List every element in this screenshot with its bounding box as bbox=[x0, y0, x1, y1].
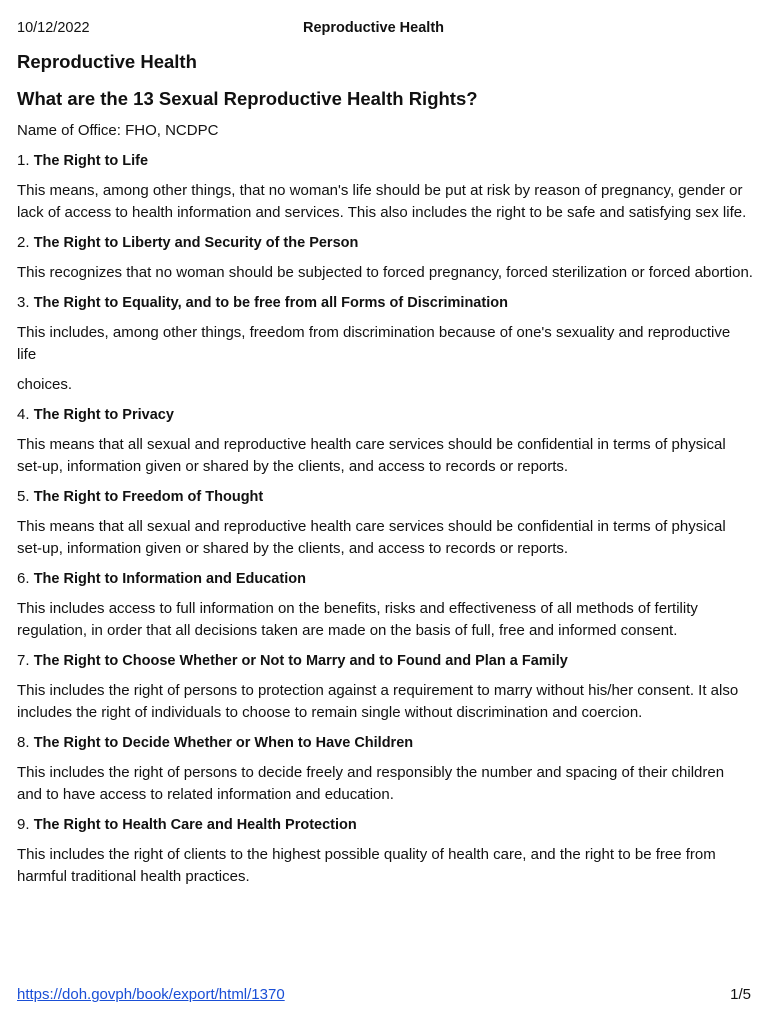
right-title: The Right to Equality, and to be free from all Forms of Discrimination bbox=[33, 295, 508, 311]
right-number: 2. bbox=[17, 234, 30, 251]
right-description: This includes the right of clients to the highest possible quality of health care, and the right to be free from harmful traditional health practices. bbox=[17, 846, 716, 885]
right-title: The Right to Health Care and Health Protection bbox=[33, 817, 357, 833]
document-content bbox=[17, 50, 753, 896]
right-title: The Right to Privacy bbox=[33, 407, 174, 423]
right-heading bbox=[17, 232, 753, 254]
right-number: 8. bbox=[17, 734, 30, 751]
right-description: This includes, among other things, freedom from discrimination because of one's sexuality and reproductive life bbox=[17, 324, 731, 363]
right-number: 5. bbox=[17, 488, 30, 505]
right-heading bbox=[17, 814, 753, 836]
right-heading bbox=[17, 292, 753, 314]
right-description: This includes access to full information on the benefits, risks and effectiveness of all methods of fertility regulation, in order that all decisions taken are made on the basis of full, free and informed consent. bbox=[17, 600, 698, 639]
document-title: Reproductive Health bbox=[17, 51, 197, 72]
right-title: The Right to Liberty and Security of the Person bbox=[33, 235, 359, 251]
office-name: Name of Office: FHO, NCDPC bbox=[17, 122, 219, 139]
right-number: 7. bbox=[17, 652, 30, 669]
right-heading bbox=[17, 568, 753, 590]
right-description: This means, among other things, that no woman's life should be put at risk by reason of pregnancy, gender or lack of access to health information and services. This also includes the right to be safe and satisfying sex life. bbox=[17, 182, 747, 221]
right-heading bbox=[17, 732, 753, 754]
right-heading bbox=[17, 486, 753, 508]
rights-list bbox=[17, 150, 753, 888]
document-question: What are the 13 Sexual Reproductive Health Rights? bbox=[17, 88, 478, 109]
page-footer bbox=[17, 986, 751, 1008]
right-title: The Right to Life bbox=[33, 153, 149, 169]
right-number: 3. bbox=[17, 294, 30, 311]
right-number: 1. bbox=[17, 152, 30, 169]
right-description: This includes the right of persons to decide freely and responsibly the number and spacing of their children and to have access to related information and education. bbox=[17, 764, 725, 803]
right-number: 9. bbox=[17, 816, 30, 833]
page-number: 1/5 bbox=[730, 986, 751, 1003]
source-url-link[interactable]: https://doh.govph/book/export/html/1370 bbox=[17, 986, 285, 1003]
right-description: choices. bbox=[17, 376, 73, 393]
page-header bbox=[17, 20, 748, 40]
right-number: 4. bbox=[17, 406, 30, 423]
right-description: This means that all sexual and reproductive health care services should be confidential in terms of physical set-up, information given or shared by the clients, and access to records or reports. bbox=[17, 518, 726, 557]
right-heading bbox=[17, 404, 753, 426]
right-heading bbox=[17, 150, 753, 172]
print-date: 10/12/2022 bbox=[17, 20, 90, 36]
right-number: 6. bbox=[17, 570, 30, 587]
right-title: The Right to Decide Whether or When to Have Children bbox=[33, 735, 414, 751]
header-title: Reproductive Health bbox=[303, 20, 444, 36]
right-description: This recognizes that no woman should be subjected to forced pregnancy, forced sterilization or forced abortion. bbox=[17, 264, 753, 281]
right-heading bbox=[17, 650, 753, 672]
right-title: The Right to Information and Education bbox=[33, 571, 306, 587]
right-title: The Right to Choose Whether or Not to Marry and to Found and Plan a Family bbox=[33, 653, 568, 669]
right-title: The Right to Freedom of Thought bbox=[33, 489, 264, 505]
right-description: This includes the right of persons to protection against a requirement to marry without his/her consent. It also includes the right of individuals to choose to remain single without discrimination and coercion. bbox=[17, 682, 739, 721]
right-description: This means that all sexual and reproductive health care services should be confidential in terms of physical set-up, information given or shared by the clients, and access to records or reports. bbox=[17, 436, 726, 475]
